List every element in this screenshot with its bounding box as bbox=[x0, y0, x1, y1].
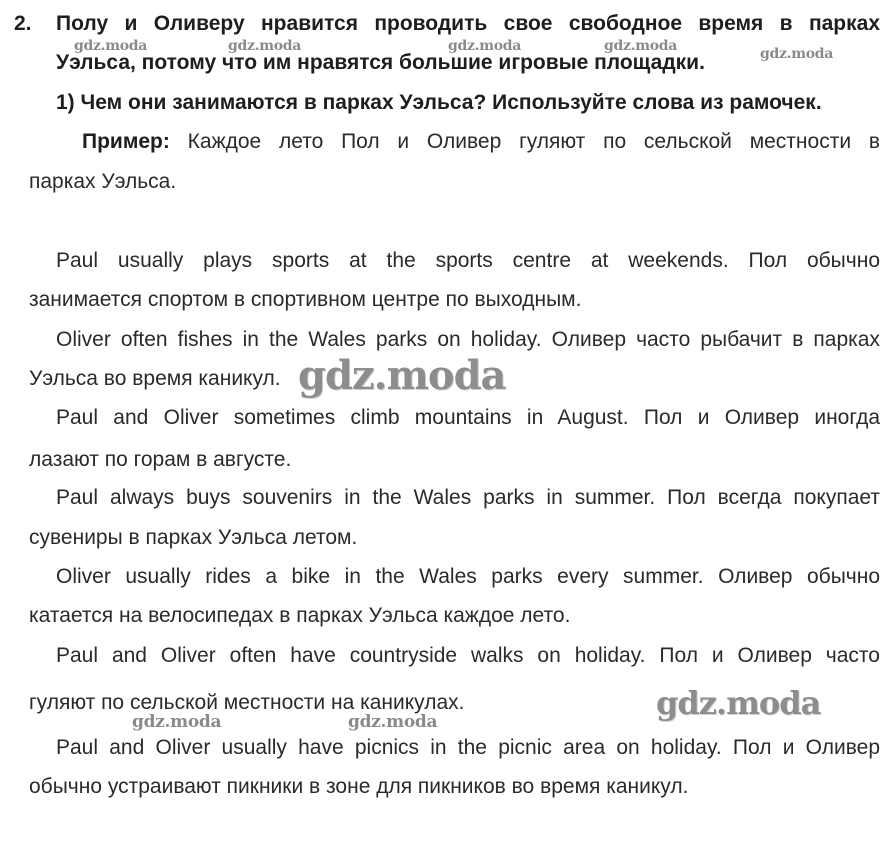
answer-5-line-1: Oliver usually rides a bike in the Wales parks every summer. Оливер обычно bbox=[56, 565, 880, 588]
answer-2-line-1: Oliver often fishes in the Wales parks on holiday. Оливер часто рыбачит в парках bbox=[56, 328, 880, 351]
task-question: 1) Чем они занимаются в парках Уэльса? Используйте слова из рамочек. bbox=[56, 91, 822, 114]
task-heading-line-1: Полу и Оливеру нравится проводить свое свободное время в парках bbox=[56, 12, 880, 35]
answer-5-line-2: катается на велосипедах в парках Уэльса каждое лето. bbox=[29, 604, 571, 627]
answer-4-line-1: Paul always buys souvenirs in the Wales parks in summer. Пол всегда покупает bbox=[56, 486, 880, 509]
answer-7-line-1: Paul and Oliver usually have picnics in the picnic area on holiday. Пол и Оливер bbox=[56, 736, 880, 759]
watermark: gdz.moda bbox=[656, 684, 821, 722]
watermark: gdz.moda bbox=[348, 712, 438, 732]
watermark: gdz.moda bbox=[448, 38, 522, 54]
example-line-1 bbox=[82, 128, 880, 156]
watermark: gdz.moda bbox=[604, 38, 678, 54]
answer-6-line-2: гуляют по сельской местности на каникулах. bbox=[29, 691, 465, 714]
answer-1-line-1: Paul usually plays sports at the sports centre at weekends. Пол обычно bbox=[56, 249, 880, 272]
example-line-2: парках Уэльса. bbox=[29, 170, 177, 193]
watermark: gdz.moda bbox=[298, 352, 506, 399]
answer-7-line-2: обычно устраивают пикники в зоне для пикников во время каникул. bbox=[29, 775, 689, 798]
watermark: gdz.moda bbox=[132, 712, 222, 732]
answer-2-line-2: Уэльса во время каникул. bbox=[29, 367, 281, 390]
answer-3-line-1: Paul and Oliver sometimes climb mountains in August. Пол и Оливер иногда bbox=[56, 406, 880, 429]
watermark: gdz.moda bbox=[228, 38, 302, 54]
task-number: 2. bbox=[14, 12, 32, 35]
answer-6-line-1: Paul and Oliver often have countryside walks on holiday. Пол и Оливер часто bbox=[56, 644, 880, 667]
watermark: gdz.moda bbox=[760, 46, 834, 62]
answer-3-line-2: лазают по горам в августе. bbox=[29, 448, 292, 471]
example-text: Каждое лето Пол и Оливер гуляют по сельской местности в bbox=[169, 130, 880, 153]
watermark: gdz.moda bbox=[74, 38, 148, 54]
task-heading-line-2: Уэльса, потому что им нравятся большие игровые площадки. bbox=[56, 51, 705, 74]
example-label: Пример: bbox=[82, 130, 170, 153]
answer-4-line-2: сувениры в парках Уэльса летом. bbox=[29, 526, 358, 549]
answer-1-line-2: занимается спортом в спортивном центре по выходным. bbox=[29, 288, 582, 311]
